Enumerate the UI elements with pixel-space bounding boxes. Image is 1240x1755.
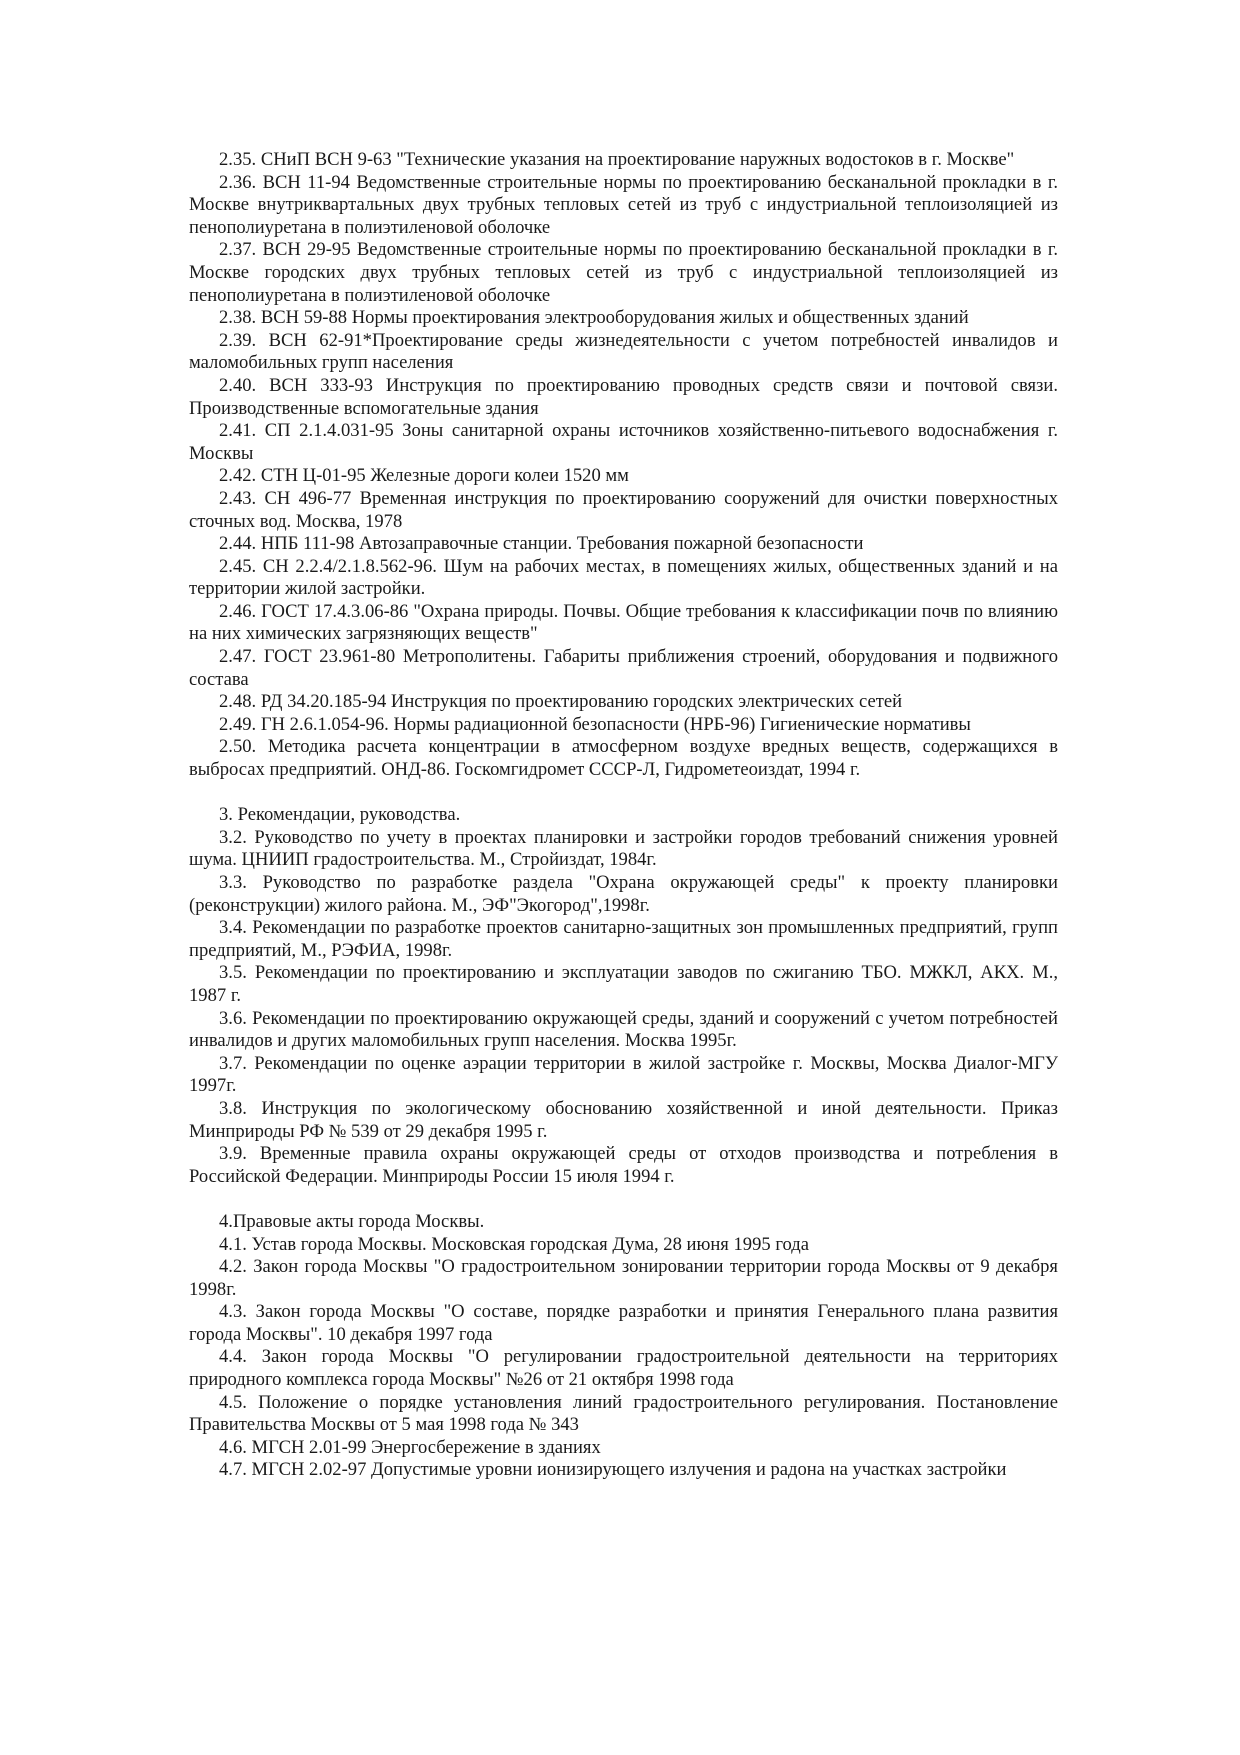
list-item: 2.47. ГОСТ 23.961-80 Метрополитены. Габариты приближения строений, оборудования и подвижного состава xyxy=(189,646,1058,690)
list-item: 2.42. СТН Ц-01-95 Железные дороги колеи 1520 мм xyxy=(219,465,629,487)
list-item: 2.43. СН 496-77 Временная инструкция по проектированию сооружений для очистки поверхностных сточных вод. Москва, 1978 xyxy=(189,487,1058,532)
section-heading: 3. Рекомендации, руководства. xyxy=(219,804,461,826)
list-item: 3.3. Руководство по разработке раздела "Охрана окружающей среды" к проекту планировки (реконструкции) жилого района. М., ЭФ"Экогород",1998г. xyxy=(189,872,1058,916)
document-section xyxy=(189,149,1058,782)
list-item: 3.8. Инструкция по экологическому обоснованию хозяйственной и иной деятельности. Приказ Минприроды РФ № 539 от 29 декабря 1995 г. xyxy=(189,1097,1058,1142)
list-item: 2.45. СН 2.2.4/2.1.8.562-96. Шум на рабочих местах, в помещениях жилых, общественных зданий и на территории жилой застройки. xyxy=(189,555,1058,600)
list-item: 2.36. ВСН 11-94 Ведомственные строительные нормы по проектированию бесканальной прокладки в г. Москве внутриквартальных двух трубных тепловых сетей из труб с индустриальной теплоизоляцией из пенополиуретана в полиэтиленовой оболочке xyxy=(189,171,1058,238)
list-item: 3.2. Руководство по учету в проектах планировки и застройки городов требований снижения уровней шума. ЦНИИП градостроительства. М., Стройиздат, 1984г. xyxy=(189,826,1058,871)
section-heading: 4.Правовые акты города Москвы. xyxy=(219,1210,485,1232)
list-item: 4.3. Закон города Москвы "О составе, порядке разработки и принятия Генерального плана развития города Москвы". 10 декабря 1997 года xyxy=(189,1301,1058,1345)
list-item: 3.6. Рекомендации по проектированию окружающей среды, зданий и сооружений с учетом потребностей инвалидов и других маломобильных групп населения. Москва 1995г. xyxy=(189,1007,1058,1052)
document-section xyxy=(189,804,1058,1188)
list-item: 4.7. МГСН 2.02-97 Допустимые уровни ионизирующего излучения и радона на участках застройки xyxy=(219,1459,1007,1481)
list-item: 2.39. ВСН 62-91*Проектирование среды жизнедеятельности с учетом потребностей инвалидов и маломобильных групп населения xyxy=(189,329,1058,374)
list-item: 2.40. ВСН 333-93 Инструкция по проектированию проводных средств связи и почтовой связи. Производственные вспомогательные здания xyxy=(189,374,1058,419)
document-section xyxy=(189,1211,1058,1482)
list-item: 3.4. Рекомендации по разработке проектов санитарно-защитных зон промышленных предприятий, групп предприятий, М., РЭФИА, 1998г. xyxy=(189,917,1058,961)
list-item: 3.7. Рекомендации по оценке аэрации территории в жилой застройке г. Москвы, Москва Диалог-МГУ 1997г. xyxy=(189,1052,1058,1097)
list-item: 3.5. Рекомендации по проектированию и эксплуатации заводов по сжиганию ТБО. МЖКЛ, АКХ. М., 1987 г. xyxy=(189,962,1058,1006)
list-item: 2.46. ГОСТ 17.4.3.06-86 "Охрана природы. Почвы. Общие требования к классификации почв по влиянию на них химических загрязняющих веществ" xyxy=(189,600,1058,645)
list-item: 2.38. ВСН 59-88 Нормы проектирования электрооборудования жилых и общественных зданий xyxy=(219,307,969,329)
list-item: 2.50. Методика расчета концентрации в атмосферном воздухе вредных веществ, содержащихся в выбросах предприятий. ОНД-86. Госкомгидромет СССР-Л, Гидрометеоиздат, 1994 г. xyxy=(189,736,1058,781)
list-item: 2.44. НПБ 111-98 Автозаправочные станции. Требования пожарной безопасности xyxy=(219,533,864,555)
list-item: 2.41. СП 2.1.4.031-95 Зоны санитарной охраны источников хозяйственно-питьевого водоснабжения г. Москвы xyxy=(189,420,1058,464)
document-page xyxy=(189,149,1058,1482)
list-item: 4.6. МГСН 2.01-99 Энергосбережение в зданиях xyxy=(219,1436,601,1458)
list-item: 4.2. Закон города Москвы "О градостроительном зонировании территории города Москвы от 9 декабря 1998г. xyxy=(189,1256,1058,1300)
list-item: 3.9. Временные правила охраны окружающей среды от отходов производства и потребления в Российской Федерации. Минприроды России 15 июля 1994 г. xyxy=(189,1143,1058,1187)
list-item: 4.4. Закон города Москвы "О регулировании градостроительной деятельности на территориях природного комплекса города Москвы" №26 от 21 октября 1998 года xyxy=(189,1346,1058,1391)
list-item: 2.35. СНиП ВСН 9-63 "Технические указания на проектирование наружных водостоков в г. Москве" xyxy=(219,149,1015,170)
section-spacer xyxy=(189,782,1058,805)
list-item: 2.48. РД 34.20.185-94 Инструкция по проектированию городских электрических сетей xyxy=(219,691,903,713)
list-item: 4.1. Устав города Москвы. Московская городская Дума, 28 июня 1995 года xyxy=(219,1233,809,1255)
list-item: 4.5. Положение о порядке установления линий градостроительного регулирования. Постановление Правительства Москвы от 5 мая 1998 года № 343 xyxy=(189,1391,1058,1436)
list-item: 2.49. ГН 2.6.1.054-96. Нормы радиационной безопасности (НРБ-96) Гигиенические нормативы xyxy=(219,713,971,735)
section-spacer xyxy=(189,1188,1058,1211)
list-item: 2.37. ВСН 29-95 Ведомственные строительные нормы по проектированию бесканальной прокладки в г. Москве городских двух трубных тепловых сетей из труб с индустриальной теплоизоляцией из пенополиуретана в полиэтиленовой оболочке xyxy=(189,239,1058,306)
